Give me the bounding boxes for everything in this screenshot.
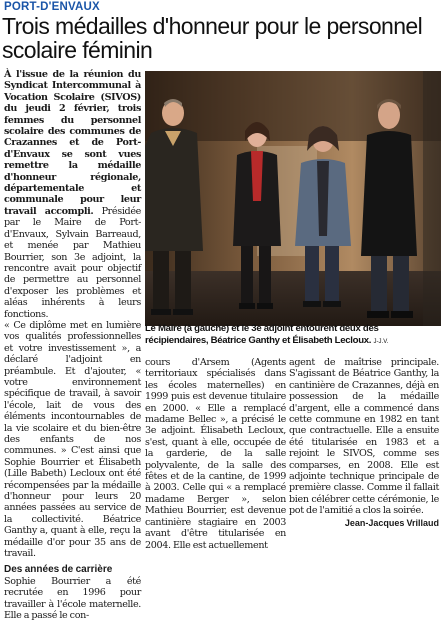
section-label: PORT-D'ENVAUX [4,1,100,13]
headline: Trois médailles d'honneur pour le personnel scolaire féminin [2,13,423,63]
lead-rest: Présidée par le Maire de Port-d'Envaux, Sylvain Barreaud, et menée par Mathieu Bourrier, son 3e adjoint, la rencontre avait pour objectif de permettre au personnel d'exposer les problèmes et aléas inhérents à leurs fonctions. [4,205,141,320]
body-paragraph: « Ce diplôme met en lumière vos qualités professionnelles et votre investissement », a déclaré l'adjoint en préambule. Et d'ajouter, « votre environnement spécifique de travail, à savoir l'école, lait de vous des éléments incontournables de la vie scolaire et du bien-être des enfants de nos communes. » C'est ainsi que Sophie Bourrier et Élisabeth (Lille Babeth) Lecloux ont été récompensées par la médaille d'honneur pour leurs 20 années passées au service de la collectivité. Béatrice Ganthy a, quant à elle, reçu la médaille d'or pour 35 ans de travail. [4,319,141,560]
author-signature: Jean-Jacques Vrillaud [344,517,439,528]
article-column-1 [4,69,141,622]
article-column-2 [145,357,286,551]
lead-paragraph [4,69,141,320]
caption-text: Le Maire (à gauche) et le 3e adjoint entourent deux des récipiendaires, Béatrice Ganthy et Élisabeth Lecloux. [145,323,379,346]
photo-credit: J-J.V. [373,338,389,345]
article-column-3 [289,357,439,529]
body-paragraph: Sophie Bourrier a été recrutée en 1996 pour travailler à l'école maternelle. Elle a passé le con- [4,575,141,622]
subheading: Des années de carrière [4,564,113,576]
group-photo-illustration [145,71,441,326]
body-paragraph: cours d'Arsem (Agents territoriaux spécialisés dans les écoles maternelles) en 1999 puis est devenue titulaire en 2000. « Elle a remplacé madame Bellec », a précisé le 3e adjoint. Élisabeth Lecloux, s'est, quant à elle, occupée de la garderie, de la salle polyvalente, de la salle des fêtes et de la cantine, de 1999 à 2003. Celle qui « a remplacé madame Berger », selon Mathieu Bourrier, est devenue cantinière stagiaire en 2003 avant d'être titularisée en 2004. Elle est actuellement [145,357,286,551]
body-paragraph: agent de maîtrise principale. S'agissant de Béatrice Ganthy, la cantinière de Crazannes, déjà en possession de la médaille d'argent, elle a commencé dans cette commune en 1982 en tant que contractuelle. Elle a ensuite été titularisée en 1983 et a rejoint le SIVOS, comme ses comparses, en 2008. Elle est adjointe technique principale de première classe. Comme il fallait bien célébrer cette cérémonie, le pot de l'amitié a clos la soirée. [289,357,439,517]
lead-bold: À l'issue de la réunion du Syndicat Intercommunal à Vocation Scolaire (SIVOS) du jeudi 2 février, trois femmes du personnel scolaire des communes de Crazannes et de Port-d'Envaux se sont vues remettre la médaille d'honneur régionale, départementale et communale pour leur travail accompli. [4,69,141,217]
photo-caption [145,323,441,348]
article-photo [145,71,441,326]
